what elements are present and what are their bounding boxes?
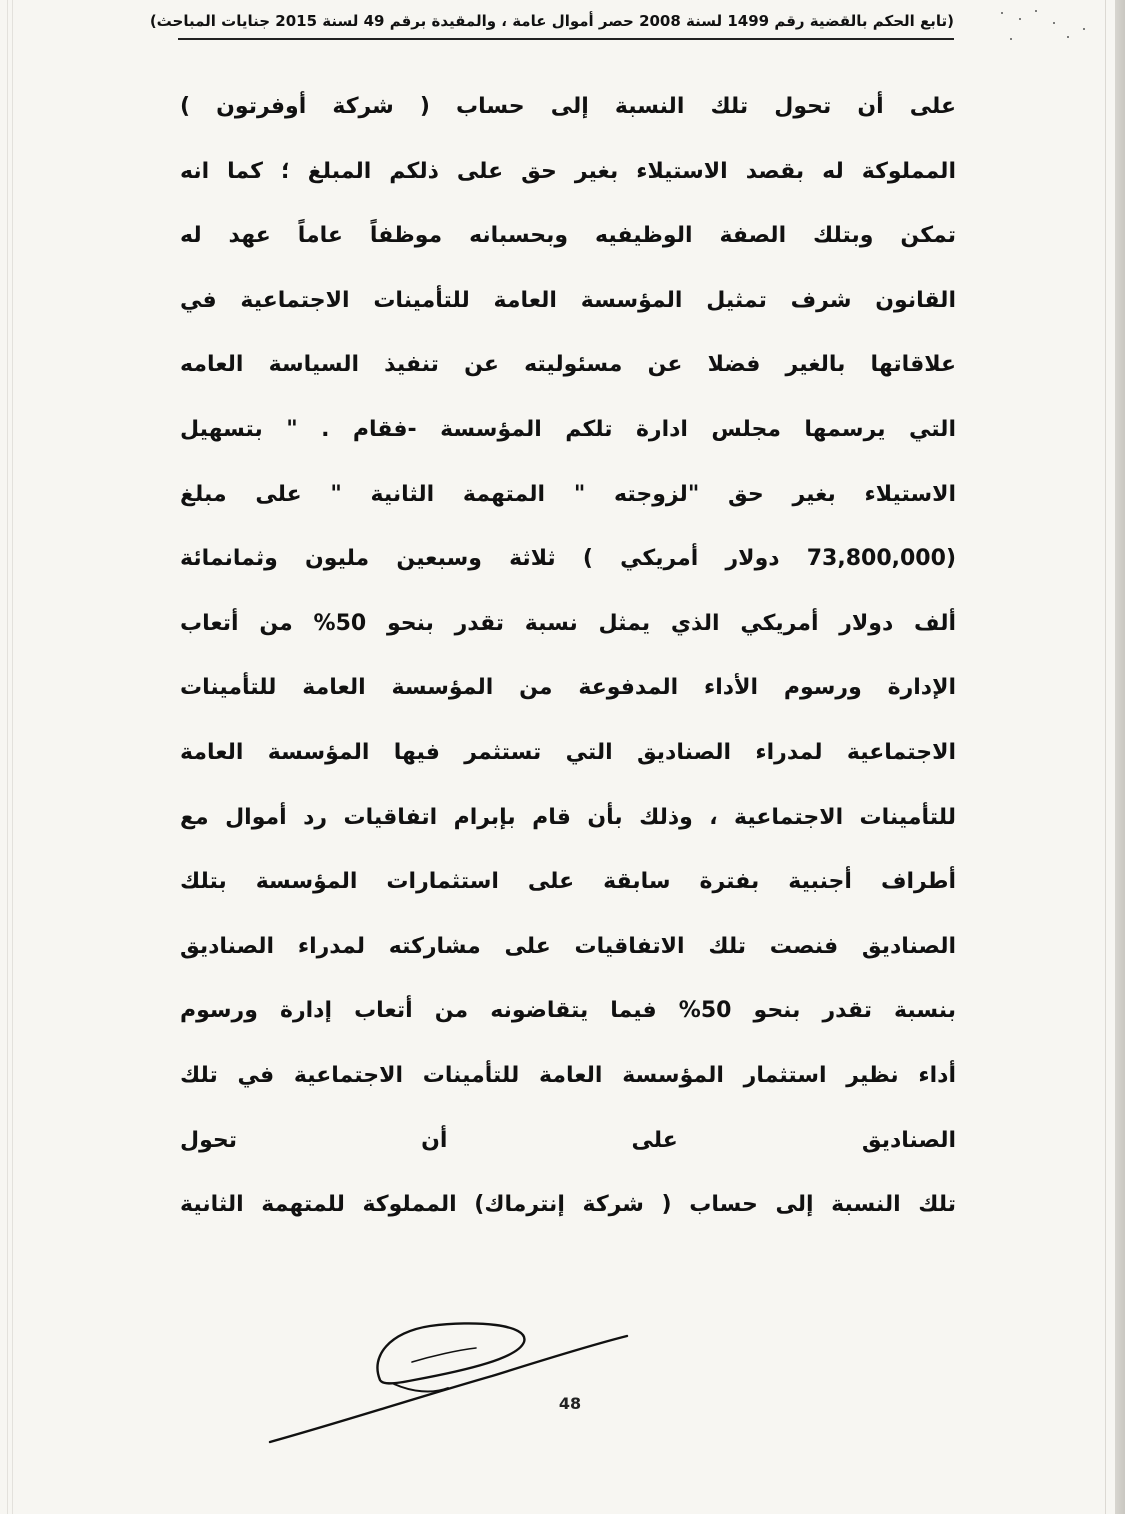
text-line: الصناديق فنصت تلك الاتفاقيات على مشاركته لمدراء الصناديق	[180, 933, 956, 959]
margin-line	[12, 0, 13, 1514]
scan-specks	[995, 8, 1105, 48]
text-line: ألف دولار أمريكي الذي يمثل نسبة تقدر بنحو 50% من أتعاب	[180, 610, 956, 636]
speck	[1083, 28, 1085, 30]
text-line: تمكن وبتلك الصفة الوظيفيه وبحسبانه موظفاً عاماً عهد له	[180, 223, 956, 249]
text-line: للتأمينات الاجتماعية ، وذلك بأن قام بإبرام اتفاقيات رد أموال مع	[180, 804, 956, 830]
text-line: على أن تحول تلك النسبة إلى حساب ( شركة أوفرتون )	[180, 94, 956, 119]
text-line: أطراف أجنبية بفترة سابقة على استثمارات المؤسسة بتلك	[180, 869, 956, 895]
text-line: القانون شرف تمثيل المؤسسة العامة للتأمينات الاجتماعية في	[180, 287, 956, 313]
page-number: 48	[558, 1394, 582, 1413]
margin-line	[1105, 0, 1106, 1514]
signature	[262, 1318, 632, 1453]
text-line: الاستيلاء بغير حق "لزوجته " المتهمة الثانية " على مبلغ	[180, 481, 956, 507]
speck	[1053, 22, 1055, 24]
text-line: التي يرسمها مجلس ادارة تلكم المؤسسة -فقام . " بتسهيل	[180, 416, 956, 442]
text-line: تلك النسبة إلى حساب ( شركة إنترماك) المملوكة للمتهمة الثانية	[180, 1192, 956, 1218]
speck	[1001, 12, 1003, 14]
page-edge-shadow	[1115, 0, 1125, 1514]
text-line: الاجتماعية لمدراء الصناديق التي تستثمر فيها المؤسسة العامة	[180, 739, 956, 765]
body-text	[180, 75, 956, 1238]
text-line: الإدارة ورسوم الأداء المدفوعة من المؤسسة العامة للتأمينات	[180, 675, 956, 701]
header-rule	[178, 38, 954, 40]
text-line: علاقاتها بالغير فضلا عن مسئوليته عن تنفيذ السياسة العامه	[180, 352, 956, 378]
speck	[1019, 18, 1021, 20]
text-line: (73,800,000 دولار أمريكي ) ثلاثة وسبعين مليون وثمانمائة	[180, 546, 956, 572]
speck	[1035, 10, 1037, 12]
text-line: أداء نظير استثمار المؤسسة العامة للتأمينات الاجتماعية في تلك	[180, 1062, 956, 1088]
speck	[1067, 36, 1069, 38]
text-line: بنسبة تقدر بنحو 50% فيما يتقاضونه من أتعاب إدارة ورسوم	[180, 998, 956, 1024]
margin-line	[7, 0, 8, 1514]
document-header: (تابع الحكم بالقضية رقم 1499 لسنة 2008 حصر أموال عامة ، والمقيدة برقم 49 لسنة 2015 جنايات المباحث)	[149, 12, 954, 30]
text-line: الصناديق على أن تحول	[180, 1127, 956, 1153]
text-line: المملوكة له بقصد الاستيلاء بغير حق على ذلكم المبلغ ؛ كما انه	[180, 158, 956, 184]
speck	[1010, 38, 1012, 40]
